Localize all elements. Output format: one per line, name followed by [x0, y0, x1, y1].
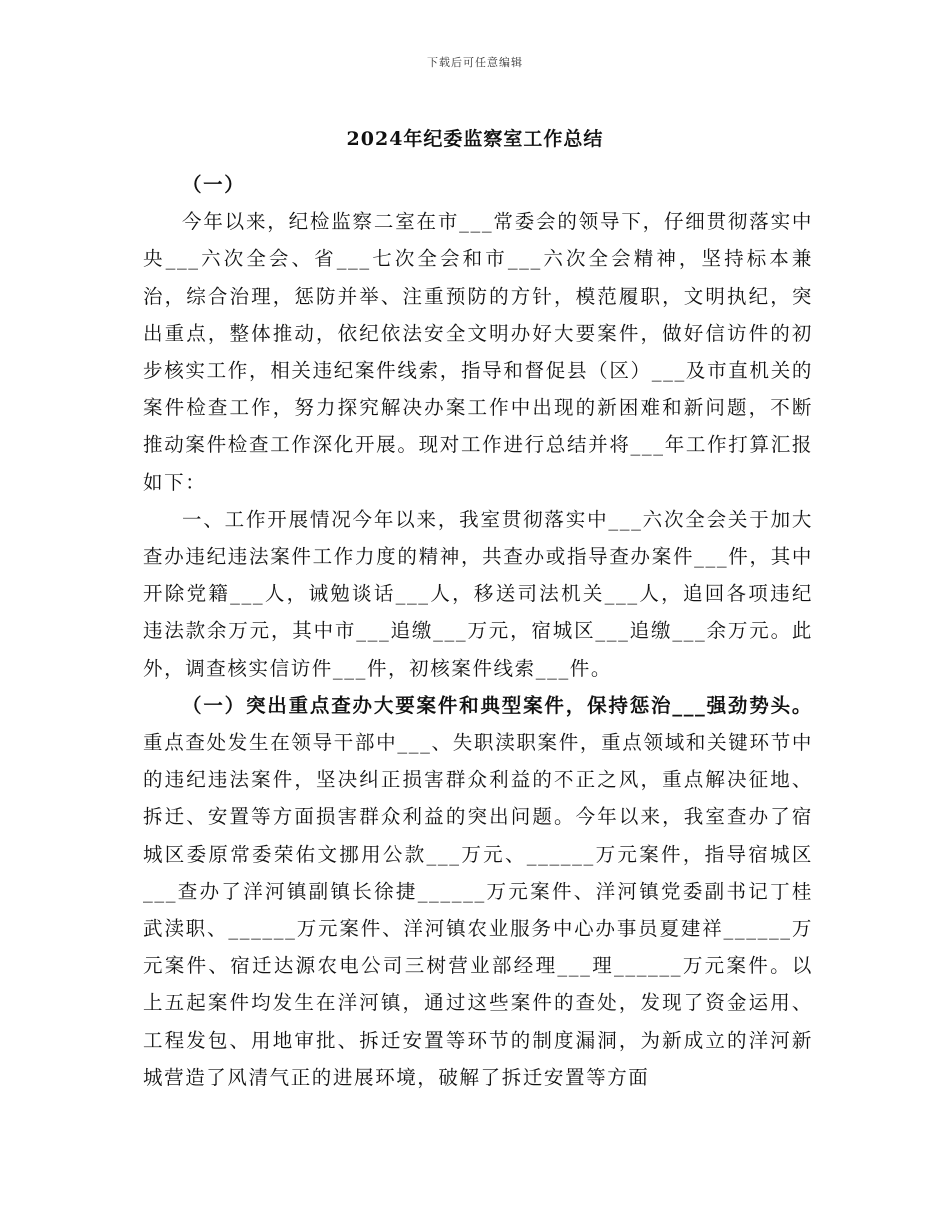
paragraph-bold-lead: （一）突出重点查办大要案件和典型案件，保持惩治___强劲势头。 [182, 693, 813, 717]
document-body [143, 166, 813, 1096]
paragraph-key-cases [143, 687, 813, 1096]
document-title: 2024年纪委监察室工作总结 [346, 128, 604, 150]
paragraph-intro: 今年以来，纪检监察二室在市___常委会的领导下，仔细贯彻落实中央___六次全会、省___七次全会和市___六次全会精神，坚持标本兼治，综合治理，惩防并举、注重预防的方针，模范履职，文明执纪，突出重点，整体推动，依纪依法安全文明办好大要案件，做好信访件的初步核实工作，相关违纪案件线索，指导和督促县（区）___及市直机关的案件检查工作，努力探究解决办案工作中出现的新困难和新问题，不断推动案件检查工作深化开展。现对工作进行总结并将___年工作打算汇报如下： [143, 210, 813, 494]
paragraph-key-cases-text: 重点查处发生在领导干部中___、失职渎职案件，重点领域和关键环节中的违纪违法案件，坚决纠正损害群众利益的不正之风，重点解决征地、拆迁、安置等方面损害群众利益的突出问题。今年以来，我室查办了宿城区委原常委荣佑文挪用公款___万元、______万元案件，指导宿城区___查办了洋河镇副镇长徐捷______万元案件、洋河镇党委副书记丁桂武渎职、______万元案件、洋河镇农业服务中心办事员夏建祥______万元案件、宿迁达源农电公司三树营业部经理___理______万元案件。以上五起案件均发生在洋河镇，通过这些案件的查处，发现了资金运用、工程发包、用地审批、拆迁安置等环节的制度漏洞，为新成立的洋河新城营造了风清气正的进展环境，破解了拆迁安置等方面 [143, 731, 813, 1089]
section-marker: （一） [182, 173, 246, 196]
paragraph-work-overview: 一、工作开展情况今年以来，我室贯彻落实中___六次全会关于加大查办违纪违法案件工作力度的精神，共查办或指导查办案件___件，其中开除党籍___人，诫勉谈话___人，移送司法机关___人，追回各项违纪违法款余万元，其中市___追缴___万元，宿城区___追缴___余万元。此外，调查核实信访件___件，初核案件线索___件。 [143, 507, 813, 680]
header-note: 下载后可任意编辑 [427, 56, 523, 69]
